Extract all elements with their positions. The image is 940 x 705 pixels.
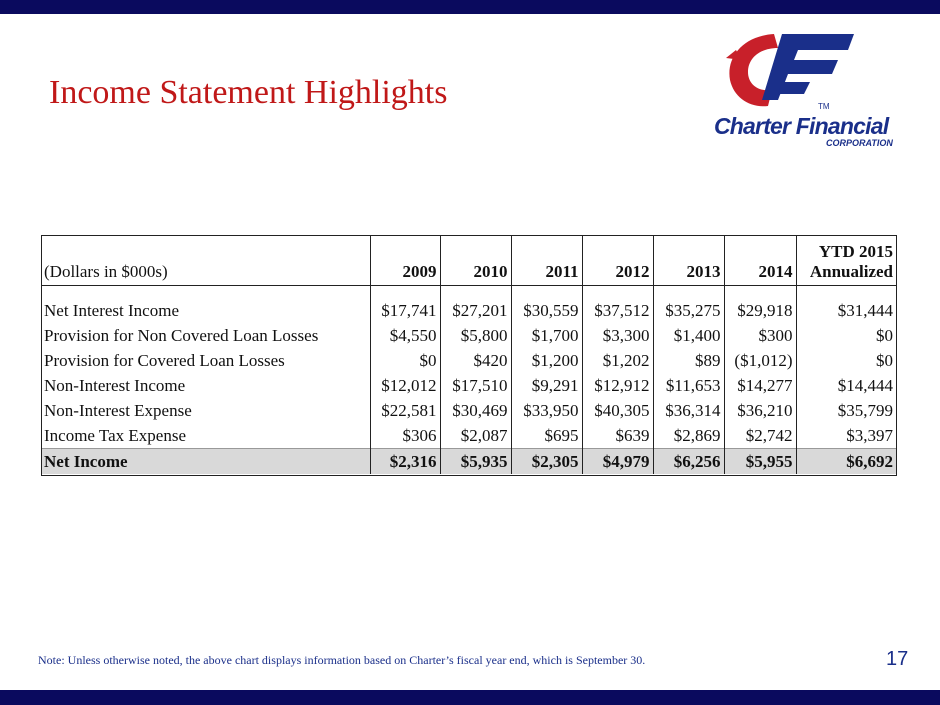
table-cell: $1,200: [511, 348, 582, 373]
table-cell: $6,692: [796, 449, 896, 475]
logo-wordmark: Charter Financial: [714, 113, 889, 139]
table-cell: $9,291: [511, 373, 582, 398]
table-cell: $5,935: [440, 449, 511, 475]
table-cell: $14,277: [724, 373, 796, 398]
column-header: 2012: [582, 236, 653, 286]
logo-subtitle: CORPORATION: [826, 138, 893, 148]
table-cell: $36,210: [724, 398, 796, 423]
table-cell: $29,918: [724, 298, 796, 323]
table-cell: $2,742: [724, 423, 796, 449]
table-cell: $40,305: [582, 398, 653, 423]
table-header-row: [42, 236, 896, 286]
column-header: 2013: [653, 236, 724, 286]
table-cell: $2,316: [370, 449, 440, 475]
table-row: [42, 398, 896, 423]
table-cell: $2,869: [653, 423, 724, 449]
row-label: Provision for Covered Loan Losses: [44, 350, 285, 370]
column-header: 2009: [370, 236, 440, 286]
income-statement-table: [41, 235, 897, 476]
table-cell: $306: [370, 423, 440, 449]
table-cell: ($1,012): [724, 348, 796, 373]
table-cell: $89: [653, 348, 724, 373]
table-cell: $17,510: [440, 373, 511, 398]
table-cell: $300: [724, 323, 796, 348]
row-label: Non-Interest Income: [44, 375, 186, 395]
ytd-column-header: [796, 236, 896, 286]
table-cell: $35,799: [796, 398, 896, 423]
table-row: [42, 423, 896, 449]
table-row: [42, 298, 896, 323]
column-header: 2011: [511, 236, 582, 286]
spacer-row: [42, 286, 896, 299]
table-cell: $36,314: [653, 398, 724, 423]
table-cell: $420: [440, 348, 511, 373]
column-header: 2010: [440, 236, 511, 286]
table-cell: $2,087: [440, 423, 511, 449]
table-cell: $22,581: [370, 398, 440, 423]
table-cell: $33,950: [511, 398, 582, 423]
bottom-border-bar: [0, 690, 940, 705]
row-label: Provision for Non Covered Loan Losses: [44, 325, 319, 345]
table-cell: $30,469: [440, 398, 511, 423]
row-label: Non-Interest Expense: [44, 400, 192, 420]
table-cell: $1,700: [511, 323, 582, 348]
table-cell: $37,512: [582, 298, 653, 323]
logo-trademark: TM: [818, 102, 830, 111]
table-cell: $1,202: [582, 348, 653, 373]
table-cell: $4,979: [582, 449, 653, 475]
table-cell: $2,305: [511, 449, 582, 475]
table-cell: $35,275: [653, 298, 724, 323]
units-label: (Dollars in $000s): [42, 236, 370, 286]
table-cell: $27,201: [440, 298, 511, 323]
table-cell: $1,400: [653, 323, 724, 348]
table-row: [42, 323, 896, 348]
row-label: Net Income: [42, 449, 370, 475]
row-label: Net Interest Income: [44, 300, 179, 320]
column-header: 2014: [724, 236, 796, 286]
table-cell: $11,653: [653, 373, 724, 398]
table-cell: $5,955: [724, 449, 796, 475]
table-cell: $14,444: [796, 373, 896, 398]
table-cell: $695: [511, 423, 582, 449]
table-cell: $3,397: [796, 423, 896, 449]
slide-title: Income Statement Highlights: [49, 74, 448, 111]
table-cell: $31,444: [796, 298, 896, 323]
table-row: [42, 373, 896, 398]
ytd-header-line1: YTD 2015: [818, 242, 893, 261]
table-cell: $17,741: [370, 298, 440, 323]
table-cell: $0: [370, 348, 440, 373]
table-cell: $639: [582, 423, 653, 449]
table-cell: $12,912: [582, 373, 653, 398]
ytd-header-line2: Annualized: [809, 262, 893, 281]
table-cell: $30,559: [511, 298, 582, 323]
table-cell: $0: [796, 323, 896, 348]
table-cell: $4,550: [370, 323, 440, 348]
net-income-row: [42, 449, 896, 475]
table-row: [42, 348, 896, 373]
page-number: 17: [886, 648, 909, 670]
top-border-bar: [0, 0, 940, 14]
footnote: Note: Unless otherwise noted, the above chart displays information based on Charter’s fiscal year end, which is September 30.: [38, 653, 646, 667]
table-cell: $6,256: [653, 449, 724, 475]
table-cell: $5,800: [440, 323, 511, 348]
row-label: Income Tax Expense: [44, 425, 187, 445]
table-cell: $0: [796, 348, 896, 373]
table-cell: $12,012: [370, 373, 440, 398]
table-cell: $3,300: [582, 323, 653, 348]
